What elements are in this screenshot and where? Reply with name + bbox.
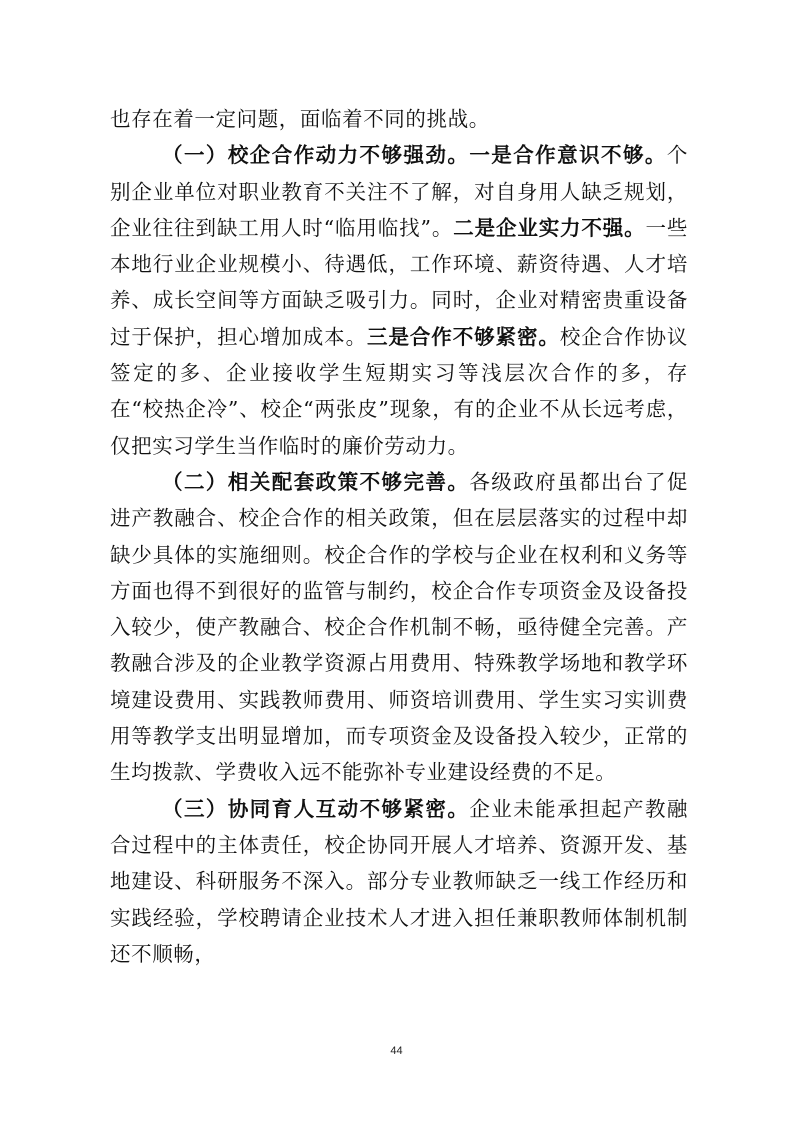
point-2-text: 一些本地行业企业规模小、待遇低，工作环境、薪资待遇、人才培养、成长空间等方面缺乏吸引力。同时，企业对精密贵重设备过于保护，担心增加成本。 <box>110 215 688 349</box>
paragraph-2-text: 各级政府虽都出台了促进产教融合、校企合作的相关政策，但在层层落实的过程中却缺少具体的实施细则。校企合作的学校与企业在权利和义务等方面也得不到很好的监管与制约，校企合作专项资金及设备投入较少，使产教融合、校企合作机制不畅，亟待健全完善。产教融合涉及的企业教学资源占用费用、特殊教学场地和教学环境建设费用、实践教师费用、师资培训费用、学生实习实训费用等教学支出明显增加，而专项资金及设备投入较少，正常的生均拨款、学费收入远不能弥补专业建设经费的不足。 <box>110 469 688 785</box>
paragraph-1 <box>110 137 688 464</box>
point-1-text: 个别企业单位对职业教育不关注不了解，对自身用人缺乏规划，企业往往到缺工用人时“临用临找”。 <box>110 143 688 240</box>
paragraph-3-text: 企业未能承担起产教融合过程中的主体责任，校企协同开展人才培养、资源开发、基地建设、科研服务不深入。部分专业教师缺乏一线工作经历和实践经验，学校聘请企业技术人才进入担任兼职教师体制机制还不顺畅， <box>110 796 688 966</box>
intro-line: 也存在着一定问题，面临着不同的挑战。 <box>110 107 490 131</box>
heading-3: （三）协同育人互动不够紧密。 <box>162 796 470 821</box>
point-1-heading: 一是合作意识不够。 <box>469 143 667 168</box>
document-body <box>110 101 688 972</box>
point-3-heading: 三是合作不够紧密。 <box>367 324 560 349</box>
heading-2: （二）相关配套政策不够完善。 <box>162 469 470 494</box>
page-number: 44 <box>390 1045 403 1057</box>
point-3-text: 校企合作协议签定的多、企业接收学生短期实习等浅层次合作的多，存在“校热企冷”、校企“两张皮”现象，有的企业不从长远考虑，仅把实习学生当作临时的廉价劳动力。 <box>110 324 689 458</box>
heading-1: （一）校企合作动力不够强劲。 <box>162 143 470 168</box>
point-2-heading: 二是企业实力不强。 <box>453 215 646 240</box>
paragraph-3 <box>110 791 688 972</box>
paragraph-2 <box>110 464 688 791</box>
